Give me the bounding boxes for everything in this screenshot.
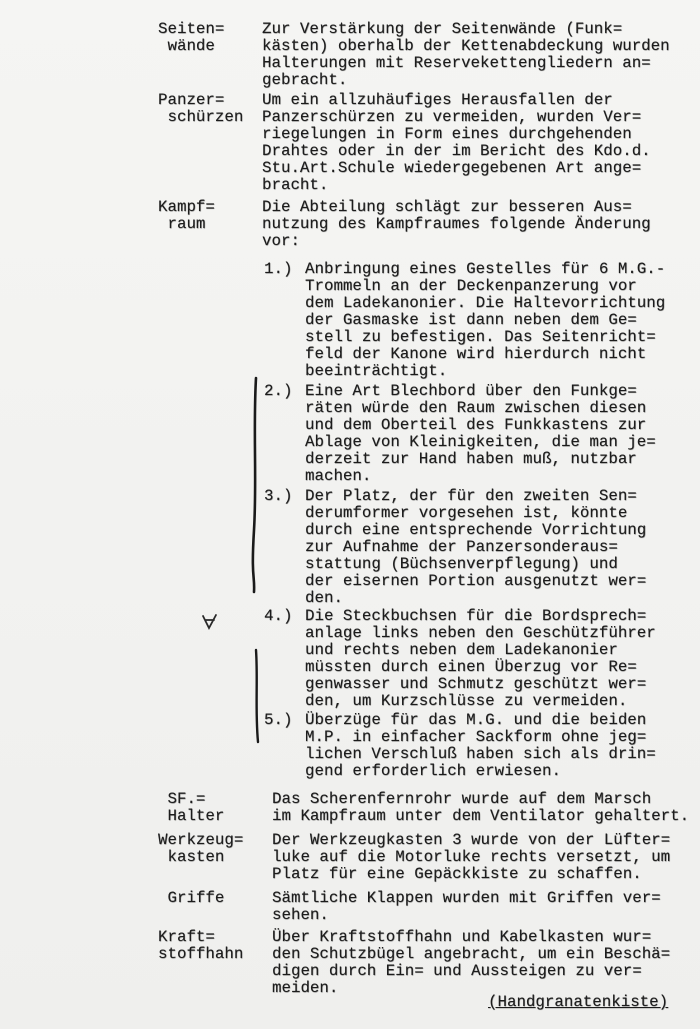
- section-text-griffe: Sämtliche Klappen wurden mit Griffen ver= sehen.: [272, 889, 661, 924]
- item-text: Die Steckbuchsen für die Bordsprech= anlage links neben den Geschützführer und rechts neben dem Ladekanonier müssten durch einen Überzug vor Re= genwasser und Schmutz geschützt wer= den, um Kurzschlüsse zu vermeiden.: [305, 607, 656, 710]
- footer-note: (Handgranatenkiste): [488, 993, 669, 1011]
- section-text-sf-halter: Das Scherenfernrohr wurde auf dem Marsch im Kampfraum unter dem Ventilator gehaltert.: [272, 790, 690, 825]
- section-label-werkzeugkasten: Werkzeug= kasten: [158, 831, 244, 866]
- section-label-sf-halter: SF.= Halter: [167, 790, 225, 825]
- item-number: 3.): [264, 487, 293, 505]
- item-number: 4.): [264, 607, 293, 625]
- item-number: 5.): [264, 711, 293, 729]
- section-label-seitenwaende: Seiten= wände: [158, 20, 225, 55]
- margin-line-lower: [256, 650, 258, 742]
- item-text: Überzüge für das M.G. und die beiden M.P. in einfacher Sackform ohne jeg= lichen Verschluß haben sich als drin= gend erforderlich erwiesen.: [305, 711, 656, 780]
- section-text-werkzeugkasten: Der Werkzeugkasten 3 wurde von der Lüfter= luke auf die Motorluke rechts versetzt, um Platz für eine Gepäckkiste zu schaffen.: [272, 831, 671, 883]
- margin-line-upper: [253, 378, 256, 592]
- margin-check-mark: [203, 615, 216, 628]
- section-text-kraftstoffhahn: Über Kraftstoffhahn und Kabelkasten wur= den Schutzbügel angebracht, um ein Beschä= digen durch Ein= und Aussteigen zu ver= meiden.: [272, 928, 671, 997]
- item-number: 1.): [264, 260, 293, 278]
- item-text: Anbringung eines Gestelles für 6 M.G.- Trommeln an der Deckenpanzerung vor dem Ladekanonier. Die Haltevorrichtung der Gasmaske ist dann neben dem Ge= stell zu befestigen. Das Seitenricht= feld der Kanone wird hierdurch nicht beeinträchtigt.: [305, 260, 666, 380]
- section-label-griffe: Griffe: [158, 889, 225, 907]
- section-text-panzerschuerzen: Um ein allzuhäufiges Herausfallen der Panzerschürzen zu vermeiden, wurden Ver= riegelungen in Form eines durchgehenden Drahtes oder in der im Bericht des Kdo.d. Stu.Art.Schule wiedergegebenen Art ange= bracht.: [262, 91, 651, 194]
- item-number: 2.): [264, 382, 293, 400]
- section-label-kraftstoffhahn: Kraft= stoffhahn: [158, 928, 244, 963]
- section-text-kampfraum: Die Abteilung schlägt zur besseren Aus= nutzung des Kampfraumes folgende Änderung vor:: [262, 198, 651, 250]
- item-text: Eine Art Blechbord über den Funkge= räten würde den Raum zwischen diesen und dem Oberteil des Funkkastens zur Ablage von Kleinigkeiten, die man je= derzeit zur Hand haben muß, nutzbar machen.: [305, 382, 656, 485]
- item-text: Der Platz, der für den zweiten Sen= derumformer vorgesehen ist, könnte durch eine entsprechende Vorrichtung zur Aufnahme der Panzersonderaus= stattung (Büchsenverpflegung) und der eisernen Portion ausgenutzt wer= den.: [305, 487, 647, 607]
- section-label-kampfraum: Kampf= raum: [158, 198, 215, 233]
- section-label-panzerschuerzen: Panzer= schürzen: [158, 91, 244, 126]
- section-text-seitenwaende: Zur Verstärkung der Seitenwände (Funk= kästen) oberhalb der Kettenabdeckung wurden Halterungen mit Reservekettengliedern an= gebracht.: [262, 20, 670, 89]
